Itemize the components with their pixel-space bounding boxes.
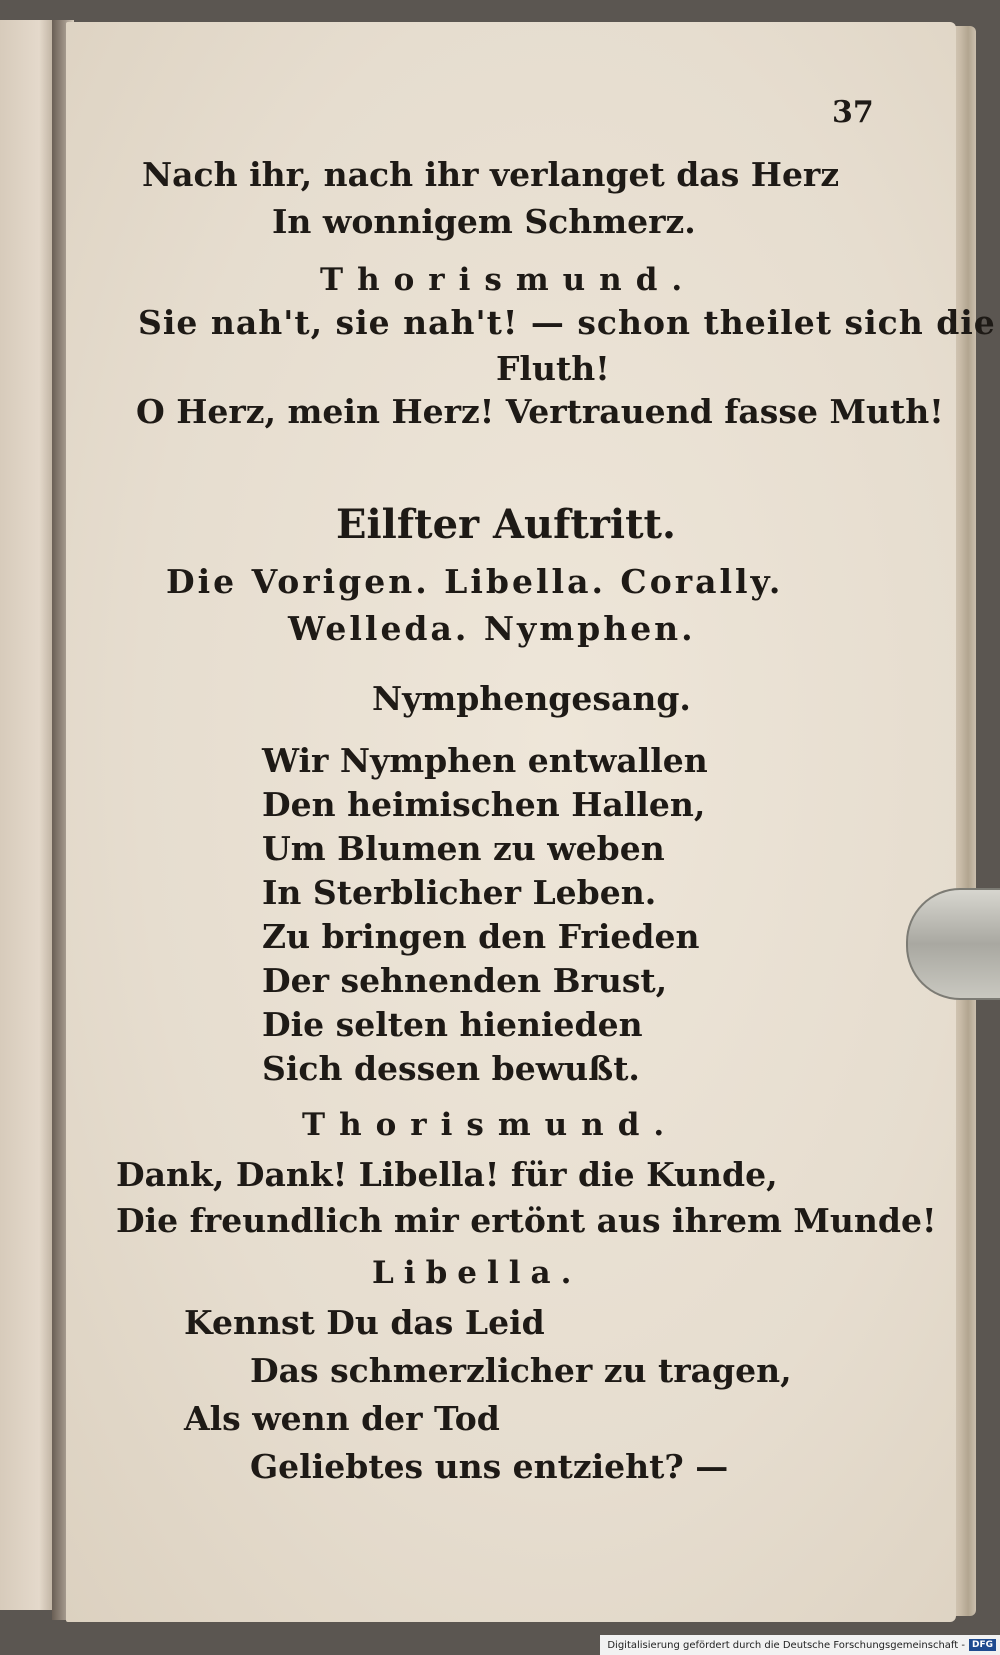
facing-page-edge xyxy=(0,20,58,1610)
song-line: Um Blumen zu weben xyxy=(262,829,665,868)
verse-line: Als wenn der Tod xyxy=(184,1399,500,1438)
credit-text: Digitalisierung gefördert durch die Deutsche Forschungsgemeinschaft - xyxy=(607,1639,965,1651)
text-line: Nach ihr, nach ihr verlanget das Herz xyxy=(142,155,840,194)
dfg-logo: DFG xyxy=(969,1639,996,1651)
song-title: Nymphengesang. xyxy=(372,679,691,718)
song-line: Sich dessen bewußt. xyxy=(262,1049,640,1088)
speaker-name: Thorismund. xyxy=(302,1107,679,1143)
text-line: In wonnigem Schmerz. xyxy=(272,202,696,241)
page-clip xyxy=(906,888,1000,1000)
cast-line: Die Vorigen. Libella. Corally. xyxy=(166,562,784,601)
text-line: Dank, Dank! Libella! für die Kunde, xyxy=(116,1155,778,1194)
text-line: Fluth! xyxy=(496,349,610,388)
scene-title: Eilfter Auftritt. xyxy=(336,501,676,548)
text-line: O Herz, mein Herz! Vertrauend fasse Muth! xyxy=(136,392,944,431)
song-line: Den heimischen Hallen, xyxy=(262,785,706,824)
speaker-name: Thorismund. xyxy=(320,262,697,298)
page-number: 37 xyxy=(832,95,874,130)
song-line: Zu bringen den Frieden xyxy=(262,917,700,956)
verse-line: Geliebtes uns entzieht? — xyxy=(250,1447,729,1486)
speaker-name: Libella. xyxy=(372,1255,582,1291)
song-line: Wir Nymphen entwallen xyxy=(262,741,708,780)
verse-line: Kennst Du das Leid xyxy=(184,1303,545,1342)
cast-line: Welleda. Nymphen. xyxy=(288,609,696,648)
verse-line: Das schmerzlicher zu tragen, xyxy=(250,1351,792,1390)
song-line: In Sterblicher Leben. xyxy=(262,873,657,912)
text-line: Sie nah't, sie nah't! — schon theilet sich die xyxy=(138,303,996,342)
song-line: Der sehnenden Brust, xyxy=(262,961,668,1000)
text-line: Die freundlich mir ertönt aus ihrem Munde! xyxy=(116,1201,937,1240)
song-line: Die selten hienieden xyxy=(262,1005,643,1044)
digitization-credit xyxy=(600,1635,1000,1655)
